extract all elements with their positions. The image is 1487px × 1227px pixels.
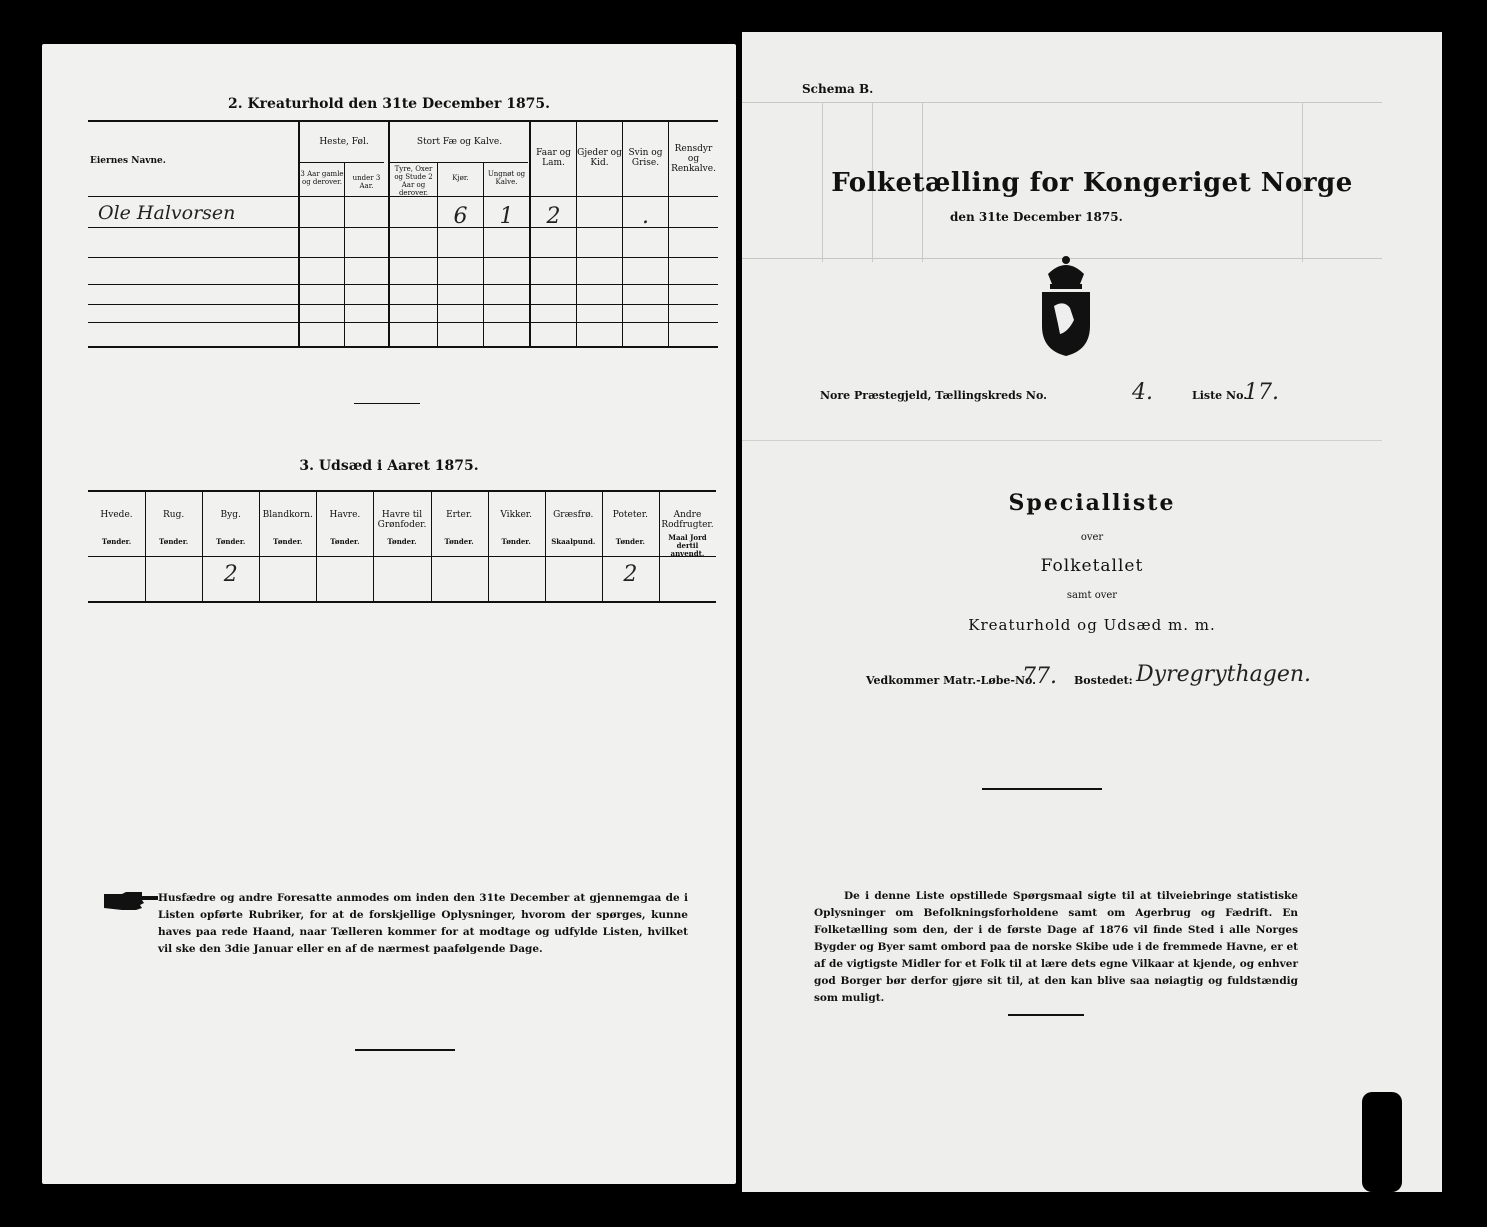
horse-sub-rule xyxy=(300,162,384,163)
col-divider xyxy=(298,122,300,346)
ghost-rule xyxy=(742,440,1382,441)
seed-table-header-rule xyxy=(88,556,716,557)
sheep-value: 2 xyxy=(546,204,561,229)
folketallet-text: Folketallet xyxy=(1040,556,1144,576)
header-horses: Heste, Føl. xyxy=(319,137,369,147)
seed-col-divider xyxy=(659,492,660,602)
header-bulls: Tyre, Oxer og Stude 2 Aar og derover. xyxy=(394,165,433,197)
instructions-note: Husfædre og andre Foresatte anmodes om inden den 31te December at gjennemgaa de i Listen opførte Rubriker, for at de forskjellige Oplysninger, hvorom der spørges, kunne haves paa rede Haand, naar Tælleren kommer for at modtage og udfylde Listen, hvilket vil ske den 3die Januar eller en af de nærmest paafølgende Dage. xyxy=(158,892,688,955)
col-divider xyxy=(483,162,484,346)
kreaturhold-text: Kreaturhold og Udsæd m. m. xyxy=(968,616,1216,634)
ghost-rule xyxy=(742,102,1382,103)
bosted-value: Dyregrythagen. xyxy=(1136,662,1312,687)
row-rule-5 xyxy=(88,322,718,323)
bosted-label: Bostedet: xyxy=(1074,674,1133,687)
seed-col-unit: Tønder. xyxy=(101,537,132,546)
seed-col-name: Græsfrø. xyxy=(553,510,594,520)
binding-shadow xyxy=(1362,1092,1402,1192)
header-cattle: Stort Fæ og Kalve. xyxy=(416,137,503,147)
header-horses-young: under 3 Aar. xyxy=(352,174,381,190)
liste-number: 17. xyxy=(1244,380,1279,405)
seed-col-name: Havre. xyxy=(329,510,361,520)
bottom-separator-rule xyxy=(1008,1014,1084,1016)
seed-col-divider xyxy=(431,492,432,602)
over-text: over xyxy=(1080,532,1104,543)
census-title: Folketælling for Kongeriget Norge xyxy=(831,168,1353,198)
seed-col-divider xyxy=(373,492,374,602)
seed-col-name: Rug. xyxy=(163,510,185,520)
explanation-paragraph: De i denne Liste opstillede Spørgsmaal sigte til at tilveiebringe statistiske Oplysninger om Befolkningsforholdene samt om Agerbrug og Fædrift. En Folketælling som den, der i de første Dage af 1876 vil finde Sted i alle Norges Bygder og Byer samt ombord paa de norske Skibe ude i de fremmede Havne, er et af de vigtigste Midler for et Folk til at lære dets egne Vilkaar at kjende, og enhver god Borger bør derfor gjøre sit til, at den kan blive saa nøiagtig og fuldstændig som muligt. xyxy=(814,890,1298,1004)
seed-col-unit: Skaalpund. xyxy=(551,537,596,546)
section-2-title: 2. Kreaturhold den 31te December 1875. xyxy=(227,96,551,112)
pointing-hand-icon xyxy=(102,890,160,912)
seed-col-unit: Tønder. xyxy=(387,537,417,546)
col-divider xyxy=(437,162,438,346)
prestegjeld-label: Nore Præstegjeld, Tællingskreds No. xyxy=(820,389,1047,402)
seed-col-unit: Tønder. xyxy=(501,537,531,546)
header-cows: Kjør. xyxy=(452,174,469,182)
left-page xyxy=(42,44,736,1184)
header-sheep: Faar og Lam. xyxy=(536,148,571,168)
seed-col-name: Poteter. xyxy=(612,510,648,520)
seed-col-unit: Maal Jord dertil anvendt. xyxy=(668,533,707,558)
seed-col-name: Vikker. xyxy=(500,510,532,520)
seed-col-value: 2 xyxy=(223,562,238,587)
coat-of-arms-icon xyxy=(1034,254,1098,358)
section-3-title: 3. Udsæd i Aaret 1875. xyxy=(299,458,479,474)
seed-col-unit: Tønder. xyxy=(444,537,474,546)
pigs-value: . xyxy=(642,204,649,229)
cows-value: 6 xyxy=(453,204,468,229)
header-young-cattle: Ungnøt og Kalve. xyxy=(487,170,526,186)
matr-label: Vedkommer Matr.-Løbe-No. xyxy=(866,674,1036,687)
liste-label: Liste No. xyxy=(1192,389,1248,402)
seed-table-bottom-rule xyxy=(88,601,716,603)
matr-number: 77. xyxy=(1022,664,1057,689)
seed-col-name: Byg. xyxy=(220,510,241,520)
seed-col-divider xyxy=(545,492,546,602)
schema-label: Schema B. xyxy=(802,82,874,96)
seed-col-divider xyxy=(316,492,317,602)
header-goats: Gjeder og Kid. xyxy=(577,148,622,168)
seed-col-unit: Tønder. xyxy=(158,537,189,546)
owner-name: Ole Halvorsen xyxy=(98,202,236,224)
right-page xyxy=(742,32,1442,1192)
samt-over-text: samt over xyxy=(1066,590,1118,601)
specialliste-title: Specialliste xyxy=(1008,490,1176,516)
row-rule-3 xyxy=(88,284,718,285)
table-top-rule xyxy=(88,120,718,122)
seed-col-name: Hvede. xyxy=(100,510,133,520)
bottom-separator-rule xyxy=(355,1049,455,1051)
seed-col-name: Blandkorn. xyxy=(262,510,313,520)
table-bottom-rule xyxy=(88,346,718,348)
col-divider xyxy=(388,122,390,346)
kreds-number: 4. xyxy=(1132,380,1153,405)
seed-col-name: Andre Rodfrugter. xyxy=(661,510,714,530)
young-cattle-value: 1 xyxy=(499,204,514,229)
seed-col-divider xyxy=(145,492,146,602)
seed-col-unit: Tønder. xyxy=(330,537,360,546)
cattle-sub-rule xyxy=(390,162,528,163)
seed-col-unit: Tønder. xyxy=(216,537,246,546)
header-horses-old: 3 Aar gamle og derover. xyxy=(300,170,344,186)
seed-col-unit: Tønder. xyxy=(273,537,303,546)
seed-col-name: Havre til Grønfoder. xyxy=(377,510,427,530)
seed-col-divider xyxy=(259,492,260,602)
header-owner: Eiernes Navne. xyxy=(90,156,166,166)
header-reindeer: Rensdyr og Renkalve. xyxy=(671,144,716,174)
seed-col-name: Erter. xyxy=(446,510,473,520)
census-date: den 31te December 1875. xyxy=(950,210,1123,224)
seed-col-divider xyxy=(488,492,489,602)
separator-rule xyxy=(354,403,420,404)
header-pigs: Svin og Grise. xyxy=(628,148,663,168)
seed-col-value: 2 xyxy=(623,562,638,587)
row-rule-2 xyxy=(88,257,718,258)
separator-rule xyxy=(982,788,1102,790)
seed-table-top-rule xyxy=(88,490,716,492)
row-rule-4 xyxy=(88,304,718,305)
seed-col-unit: Tønder. xyxy=(615,537,645,546)
